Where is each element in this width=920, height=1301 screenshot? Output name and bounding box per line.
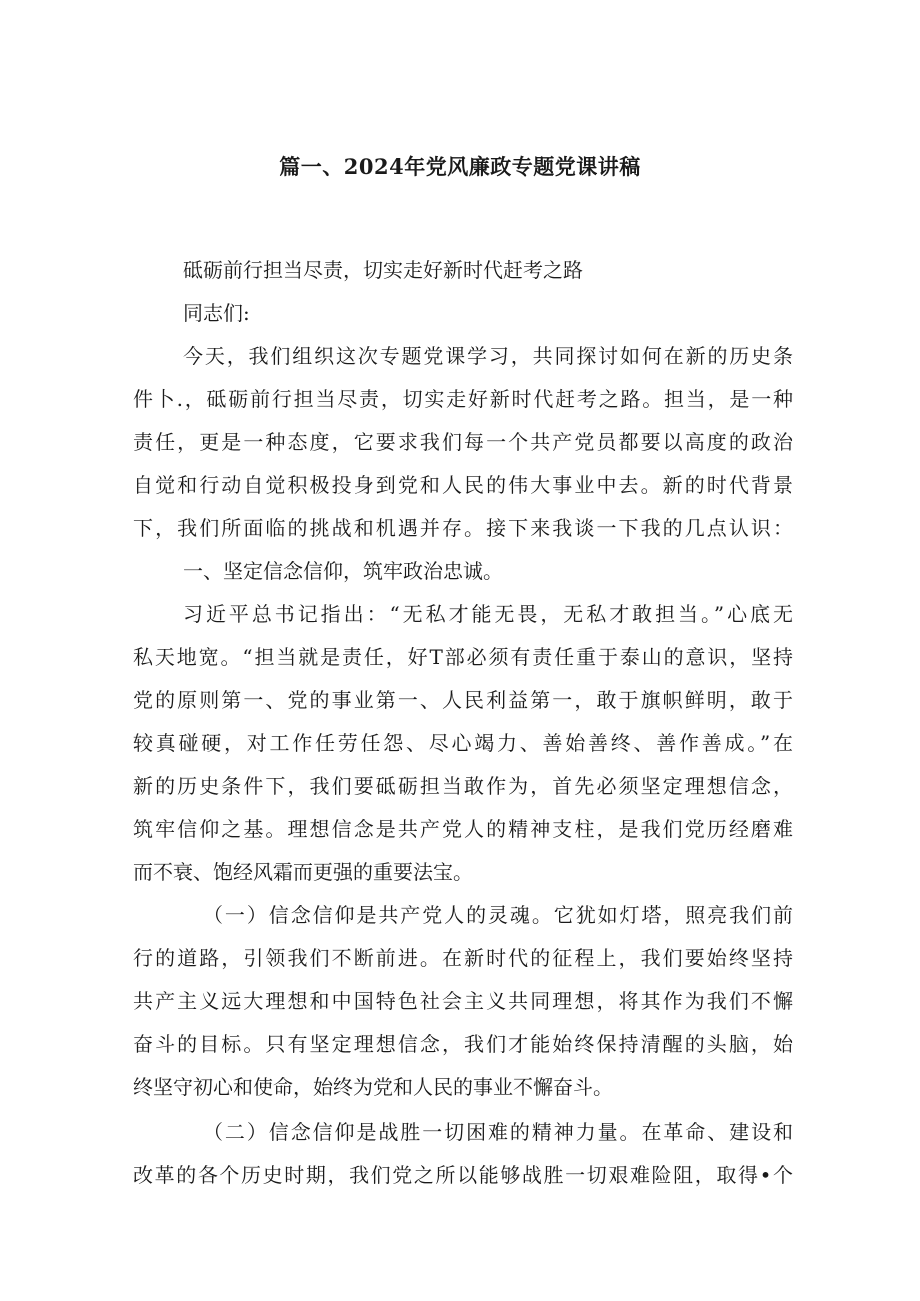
paragraph-line: 改革的各个历史时期，我们党之所以能够战胜一切艰难险阻，取得•个 [133,1163,793,1187]
paragraph-line: （二）信念信仰是战胜一切困难的精神力量。在革命、建设和 [203,1120,793,1144]
paragraph-line: （一）信念信仰是共产党人的灵魂。它犹如灯塔，照亮我们前 [203,903,793,927]
salutation-line: 同志们: [183,301,250,325]
section-heading-line: 一、坚定信念信仰，筑牢政治忠诚。 [183,559,503,583]
paragraph-line: 较真碰硬，对工作任劳任怨、尽心竭力、善始善终、善作善成。”在 [133,731,793,755]
paragraph-line: 私天地宽。“担当就是责任，好T部必须有责任重于泰山的意识，坚持 [133,645,793,669]
paragraph-line: 共产主义远大理想和中国特色社会主义共同理想，将其作为我们不懈 [133,989,793,1013]
paragraph-line: 而不衰、饱经风霜而更强的重要法宝。 [133,860,473,884]
document-title: 篇一、2024年党风廉政专题党课讲稿 [279,154,641,179]
paragraph-line: 奋斗的目标。只有坚定理想信念，我们才能始终保持清醒的头脑，始 [133,1032,793,1056]
paragraph-line: 下，我们所面临的挑战和机遇并存。接下来我谈一下我的几点认识： [133,516,793,540]
paragraph-line: 新的历史条件下，我们要砥砺担当敢作为，首先必须坚定理想信念， [133,774,793,798]
paragraph-line: 责任，更是一种态度，它要求我们每一个共产党员都要以高度的政治 [133,430,793,454]
paragraph-line: 筑牢信仰之基。理想信念是共产党人的精神支柱，是我们党历经磨难 [133,817,793,841]
paragraph-line: 习近平总书记指出：“无私才能无畏，无私才敢担当。”心底无 [183,602,793,626]
paragraph-line: 自觉和行动自觉积极投身到党和人民的伟大事业中去。新的时代背景 [133,473,793,497]
paragraph-line: 件卜.，砥砺前行担当尽责，切实走好新时代赶考之路。担当，是一种 [133,387,793,411]
paragraph-line: 党的原则第一、党的事业第一、人民利益第一，敢于旗帜鲜明，敢于 [133,688,793,712]
subtitle-line: 砥砺前行担当尽责，切实走好新时代赶考之路 [183,258,583,282]
paragraph-line: 终坚守初心和使命，始终为党和人民的事业不懈奋斗。 [133,1075,613,1099]
paragraph-line: 行的道路，引领我们不断前进。在新时代的征程上，我们要始终坚持 [133,946,793,970]
paragraph-line: 今天，我们组织这次专题党课学习，共同探讨如何在新的历史条 [183,344,793,368]
